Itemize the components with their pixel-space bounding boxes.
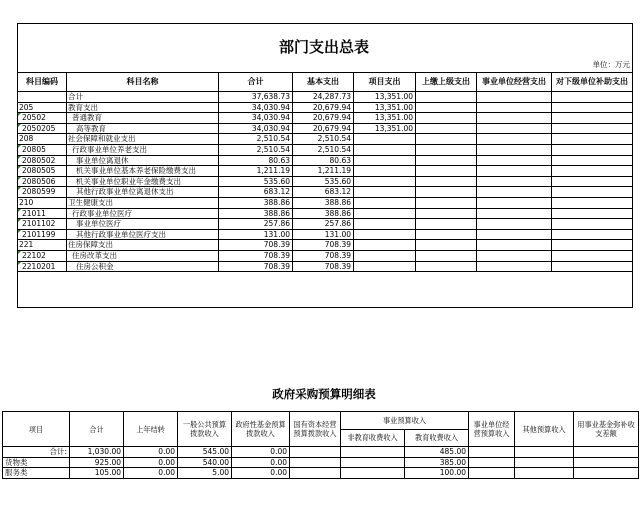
- name-cell: 普通教育: [67, 113, 219, 124]
- business-cell: [477, 208, 552, 219]
- business-cell: [477, 250, 552, 261]
- proc-capital-cell: [290, 468, 341, 479]
- name-cell: 住房改革支出: [67, 250, 219, 261]
- table-row: [18, 219, 633, 230]
- proc-oper-cell: [469, 468, 515, 479]
- col-header-project: 项目支出: [354, 73, 416, 92]
- name-cell: 教育支出: [67, 102, 219, 113]
- proc-other-cell: [515, 468, 574, 479]
- subsidy-cell: [552, 219, 633, 230]
- project-cell: [354, 261, 416, 272]
- basic-cell: 2,510.54: [293, 134, 354, 145]
- table-row: [18, 113, 633, 124]
- table-row: [3, 447, 639, 458]
- business-cell: [477, 155, 552, 166]
- remit-cell: [416, 187, 477, 198]
- proc-edu-cell: 485.00: [405, 447, 469, 458]
- remit-cell: [416, 240, 477, 251]
- project-cell: [354, 208, 416, 219]
- subsidy-cell: [552, 92, 633, 103]
- proc-header-biz: 事业预算收入: [341, 412, 469, 430]
- proc-header-reserve: 用事业基金弥补收支差额: [574, 412, 639, 447]
- col-header-subsidy: 对下级单位补助支出: [552, 73, 633, 92]
- name-cell: 事业单位离退休: [67, 155, 219, 166]
- name-cell: 其他行政事业单位医疗支出: [67, 229, 219, 240]
- total-cell: 1,211.19: [219, 166, 293, 177]
- remit-cell: [416, 144, 477, 155]
- table-row: [18, 166, 633, 177]
- table-row: [18, 123, 633, 134]
- total-cell: 34,030.94: [219, 123, 293, 134]
- proc-total-cell: 925.00: [70, 457, 124, 468]
- basic-cell: 1,211.19: [293, 166, 354, 177]
- basic-cell: 683.12: [293, 187, 354, 198]
- table-row: [18, 261, 633, 272]
- project-cell: [354, 144, 416, 155]
- business-cell: [477, 102, 552, 113]
- basic-cell: 708.39: [293, 261, 354, 272]
- project-cell: 13,351.00: [354, 92, 416, 103]
- basic-cell: 708.39: [293, 240, 354, 251]
- basic-cell: 2,510.54: [293, 144, 354, 155]
- proc-general-cell: 5.00: [178, 468, 232, 479]
- total-cell: 257.86: [219, 219, 293, 230]
- proc-header-fund: 政府性基金预算拨款收入: [232, 412, 290, 447]
- proc-oper-cell: [469, 457, 515, 468]
- code-cell: 210: [18, 197, 67, 208]
- name-cell: 机关事业单位职业年金缴费支出: [67, 176, 219, 187]
- dept-header-row: [18, 73, 633, 92]
- code-cell: 2101102: [18, 219, 67, 230]
- col-header-remit: 上缴上级支出: [416, 73, 477, 92]
- proc-other-cell: [515, 457, 574, 468]
- proc-nonedu-cell: [341, 468, 405, 479]
- dept-expense-table: [17, 72, 633, 272]
- business-cell: [477, 187, 552, 198]
- proc-edu-cell: 385.00: [405, 457, 469, 468]
- business-cell: [477, 144, 552, 155]
- proc-capital-cell: [290, 457, 341, 468]
- business-cell: [477, 219, 552, 230]
- proc-other-cell: [515, 447, 574, 458]
- total-cell: 34,030.94: [219, 102, 293, 113]
- remit-cell: [416, 261, 477, 272]
- proc-reserve-cell: [574, 447, 639, 458]
- col-header-code: 科目编码: [18, 73, 67, 92]
- table-row: [18, 229, 633, 240]
- proc-reserve-cell: [574, 468, 639, 479]
- table-row: [18, 102, 633, 113]
- proc-header-edu: 教育收费收入: [405, 429, 469, 447]
- remit-cell: [416, 113, 477, 124]
- proc-general-cell: 540.00: [178, 457, 232, 468]
- code-cell: 2080506: [18, 176, 67, 187]
- col-header-business: 事业单位经营支出: [477, 73, 552, 92]
- project-cell: [354, 250, 416, 261]
- name-cell: 行政事业单位养老支出: [67, 144, 219, 155]
- subsidy-cell: [552, 166, 633, 177]
- subsidy-cell: [552, 229, 633, 240]
- total-cell: 683.12: [219, 187, 293, 198]
- project-cell: 13,351.00: [354, 123, 416, 134]
- table-row: [18, 155, 633, 166]
- code-cell: 2101199: [18, 229, 67, 240]
- business-cell: [477, 197, 552, 208]
- project-cell: [354, 155, 416, 166]
- subsidy-cell: [552, 250, 633, 261]
- basic-cell: 24,287.73: [293, 92, 354, 103]
- basic-cell: 708.39: [293, 250, 354, 261]
- table-row: [18, 176, 633, 187]
- table-row: [18, 144, 633, 155]
- remit-cell: [416, 197, 477, 208]
- total-cell: 535.60: [219, 176, 293, 187]
- proc-header-carry: 上年结转: [124, 412, 178, 447]
- code-cell: 2080505: [18, 166, 67, 177]
- subsidy-cell: [552, 261, 633, 272]
- business-cell: [477, 134, 552, 145]
- subsidy-cell: [552, 113, 633, 124]
- proc-capital-cell: [290, 447, 341, 458]
- proc-header-other: 其他预算收入: [515, 412, 574, 447]
- remit-cell: [416, 166, 477, 177]
- subsidy-cell: [552, 155, 633, 166]
- business-cell: [477, 123, 552, 134]
- proc-fund-cell: 0.00: [232, 468, 290, 479]
- name-cell: 其他行政事业单位离退休支出: [67, 187, 219, 198]
- proc-carry-cell: 0.00: [124, 457, 178, 468]
- business-cell: [477, 113, 552, 124]
- business-cell: [477, 240, 552, 251]
- subsidy-cell: [552, 187, 633, 198]
- project-cell: [354, 229, 416, 240]
- remit-cell: [416, 219, 477, 230]
- subsidy-cell: [552, 208, 633, 219]
- code-cell: 2080599: [18, 187, 67, 198]
- basic-cell: 257.86: [293, 219, 354, 230]
- total-cell: 37,638.73: [219, 92, 293, 103]
- table-row: [18, 134, 633, 145]
- subsidy-cell: [552, 102, 633, 113]
- code-cell: 2080502: [18, 155, 67, 166]
- proc-item-cell: 货物类: [3, 457, 70, 468]
- total-cell: 388.86: [219, 208, 293, 219]
- business-cell: [477, 166, 552, 177]
- business-cell: [477, 176, 552, 187]
- project-cell: [354, 197, 416, 208]
- proc-carry-cell: 0.00: [124, 447, 178, 458]
- remit-cell: [416, 155, 477, 166]
- proc-header-item: 项目: [3, 412, 70, 447]
- table-row: [18, 197, 633, 208]
- proc-header-row-1: [3, 412, 639, 430]
- proc-header-oper: 事业单位经营预算收入: [469, 412, 515, 447]
- remit-cell: [416, 176, 477, 187]
- table-row: [18, 187, 633, 198]
- proc-reserve-cell: [574, 457, 639, 468]
- table-row: [18, 92, 633, 103]
- total-cell: 34,030.94: [219, 113, 293, 124]
- code-cell: 208: [18, 134, 67, 145]
- remit-cell: [416, 92, 477, 103]
- col-header-total: 合计: [219, 73, 293, 92]
- dept-table-title: 部门支出总表: [278, 38, 369, 56]
- total-cell: 2,510.54: [219, 134, 293, 145]
- project-cell: [354, 134, 416, 145]
- business-cell: [477, 92, 552, 103]
- name-cell: 高等教育: [67, 123, 219, 134]
- project-cell: 13,351.00: [354, 102, 416, 113]
- name-cell: 机关事业单位基本养老保险缴费支出: [67, 166, 219, 177]
- subsidy-cell: [552, 176, 633, 187]
- remit-cell: [416, 123, 477, 134]
- name-cell: 住房保障支出: [67, 240, 219, 251]
- proc-nonedu-cell: [341, 447, 405, 458]
- code-cell: 2210201: [18, 261, 67, 272]
- proc-header-total: 合计: [70, 412, 124, 447]
- name-cell: 事业单位医疗: [67, 219, 219, 230]
- remit-cell: [416, 102, 477, 113]
- subsidy-cell: [552, 197, 633, 208]
- project-cell: [354, 187, 416, 198]
- unit-label: 单位：万元: [592, 60, 630, 69]
- proc-oper-cell: [469, 447, 515, 458]
- remit-cell: [416, 250, 477, 261]
- procurement-table: [2, 411, 639, 479]
- project-cell: [354, 166, 416, 177]
- subsidy-cell: [552, 240, 633, 251]
- table-row: [18, 240, 633, 251]
- total-cell: 80.63: [219, 155, 293, 166]
- basic-cell: 20,679.94: [293, 123, 354, 134]
- proc-total-cell: 1,030.00: [70, 447, 124, 458]
- name-cell: 住房公积金: [67, 261, 219, 272]
- proc-total-cell: 105.00: [70, 468, 124, 479]
- code-cell: 22102: [18, 250, 67, 261]
- business-cell: [477, 261, 552, 272]
- basic-cell: 388.86: [293, 208, 354, 219]
- name-cell: 社会保障和就业支出: [67, 134, 219, 145]
- basic-cell: 80.63: [293, 155, 354, 166]
- project-cell: 13,351.00: [354, 113, 416, 124]
- project-cell: [354, 240, 416, 251]
- code-cell: 20805: [18, 144, 67, 155]
- basic-cell: 20,679.94: [293, 102, 354, 113]
- total-cell: 388.86: [219, 197, 293, 208]
- name-cell: 卫生健康支出: [67, 197, 219, 208]
- total-cell: 131.00: [219, 229, 293, 240]
- proc-fund-cell: 0.00: [232, 447, 290, 458]
- proc-item-cell: 合计:: [3, 447, 70, 458]
- code-cell: 21011: [18, 208, 67, 219]
- proc-header-nonedu: 非教育收费收入: [341, 429, 405, 447]
- code-cell: 221: [18, 240, 67, 251]
- proc-edu-cell: 100.00: [405, 468, 469, 479]
- total-cell: 708.39: [219, 250, 293, 261]
- project-cell: [354, 219, 416, 230]
- code-cell: 2050205: [18, 123, 67, 134]
- proc-header-capital: 国有资本经营预算拨款收入: [290, 412, 341, 447]
- proc-table-title: 政府采购预算明细表: [272, 387, 376, 401]
- table-row: [18, 250, 633, 261]
- remit-cell: [416, 229, 477, 240]
- remit-cell: [416, 134, 477, 145]
- subsidy-cell: [552, 134, 633, 145]
- code-cell: [18, 92, 67, 103]
- total-cell: 2,510.54: [219, 144, 293, 155]
- project-cell: [354, 176, 416, 187]
- subsidy-cell: [552, 144, 633, 155]
- name-cell: 行政事业单位医疗: [67, 208, 219, 219]
- basic-cell: 535.60: [293, 176, 354, 187]
- proc-general-cell: 545.00: [178, 447, 232, 458]
- proc-nonedu-cell: [341, 457, 405, 468]
- subsidy-cell: [552, 123, 633, 134]
- table-row: [18, 208, 633, 219]
- proc-header-general: 一般公共预算拨款收入: [178, 412, 232, 447]
- code-cell: 20502: [18, 113, 67, 124]
- business-cell: [477, 229, 552, 240]
- proc-item-cell: 服务类: [3, 468, 70, 479]
- total-cell: 708.39: [219, 240, 293, 251]
- code-cell: 205: [18, 102, 67, 113]
- table-row: [3, 457, 639, 468]
- basic-cell: 388.86: [293, 197, 354, 208]
- basic-cell: 131.00: [293, 229, 354, 240]
- proc-carry-cell: 0.00: [124, 468, 178, 479]
- col-header-basic: 基本支出: [293, 73, 354, 92]
- total-cell: 708.39: [219, 261, 293, 272]
- remit-cell: [416, 208, 477, 219]
- name-cell: 合计: [67, 92, 219, 103]
- table-row: [3, 468, 639, 479]
- col-header-name: 科目名称: [67, 73, 219, 92]
- basic-cell: 20,679.94: [293, 113, 354, 124]
- proc-fund-cell: 0.00: [232, 457, 290, 468]
